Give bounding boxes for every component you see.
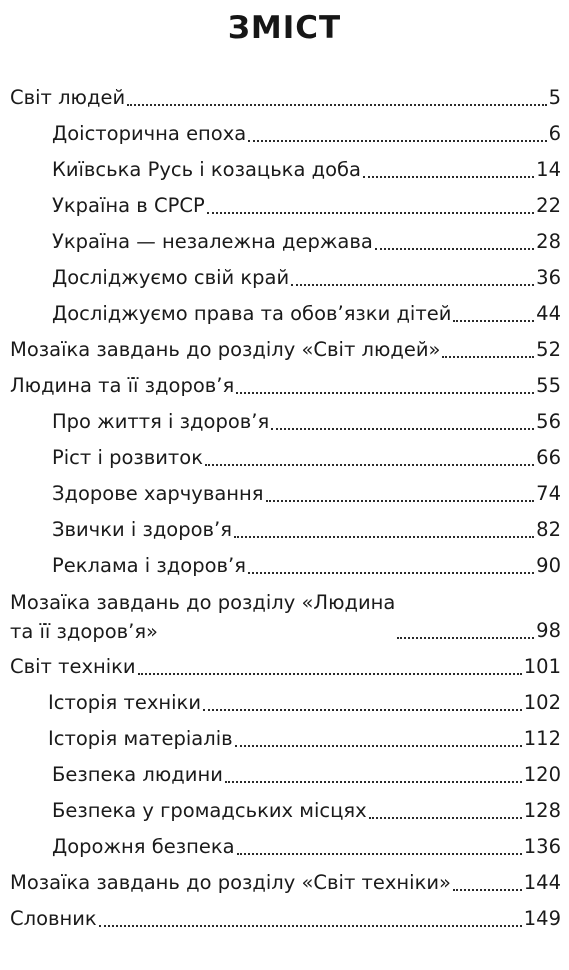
toc-entry-title: Звички і здоров’я [52, 518, 232, 541]
toc-entry[interactable] [0, 721, 569, 757]
dot-leader [99, 924, 522, 927]
toc-entry[interactable] [0, 793, 569, 829]
toc-entry-page: 28 [536, 230, 561, 253]
dot-leader [225, 780, 522, 783]
page-title: ЗМІСТ [227, 10, 342, 46]
dot-leader [375, 247, 534, 250]
dot-leader [234, 535, 534, 538]
toc-entry[interactable] [0, 80, 569, 116]
toc-entry-title: Безпека людини [52, 763, 223, 786]
toc-entry[interactable] [0, 368, 569, 404]
toc-entry[interactable] [0, 224, 569, 260]
dot-leader [266, 499, 535, 502]
toc-entry[interactable] [0, 188, 569, 224]
toc-entry-page: 56 [536, 410, 561, 433]
toc-entry-title: Ріст і розвиток [52, 446, 203, 469]
toc-entry-page: 5 [548, 86, 561, 109]
dot-leader [442, 355, 534, 358]
dot-leader [271, 427, 534, 430]
dot-leader [138, 672, 522, 675]
toc-entry-page: 14 [536, 158, 561, 181]
toc-entry-page: 22 [536, 194, 561, 217]
toc-entry-title: Людина та її здоров’я [10, 374, 235, 397]
toc-entry[interactable] [0, 685, 569, 721]
toc-entry-title [10, 588, 395, 649]
toc-entry-title: Реклама і здоров’я [52, 554, 246, 577]
dot-leader [236, 391, 534, 394]
toc-entry[interactable] [0, 512, 569, 548]
toc-entry[interactable] [0, 404, 569, 440]
dot-leader [207, 211, 534, 214]
toc-entry[interactable] [0, 901, 569, 937]
toc-entry-title: Київська Русь і козацька доба [52, 158, 362, 181]
toc-entry-title: Історія матеріалів [48, 727, 233, 750]
dot-leader [369, 816, 522, 819]
dot-leader [248, 571, 534, 574]
toc-entry-title: Світ техніки [10, 655, 136, 678]
toc-entry-title: Світ людей [10, 86, 126, 109]
toc-entry-page: 102 [523, 691, 561, 714]
toc-entry-title: Про життя і здоров’я [52, 410, 270, 433]
toc-entry-page: 36 [536, 266, 561, 289]
dot-leader [235, 744, 522, 747]
dot-leader [237, 852, 522, 855]
toc-entry-title: Історія техніки [48, 691, 202, 714]
toc-entry-page: 144 [523, 871, 561, 894]
dot-leader [397, 636, 534, 639]
toc-entry[interactable] [0, 476, 569, 512]
toc-entry-title: Україна в СРСР [52, 194, 205, 217]
toc-entry-title: Досліджуємо свій край [52, 266, 290, 289]
dot-leader [205, 463, 534, 466]
toc-entry-title: Доісторична епоха [52, 122, 247, 145]
toc-entry[interactable] [0, 865, 569, 901]
toc-entry[interactable] [0, 260, 569, 296]
toc-entry-page: 112 [523, 727, 561, 750]
toc-entry-page: 149 [523, 907, 561, 930]
toc-entry-title: Здорове харчування [52, 482, 264, 505]
toc-entry[interactable] [0, 584, 569, 649]
dot-leader [453, 888, 522, 891]
toc-entry-page: 98 [536, 619, 561, 642]
dot-leader [291, 283, 534, 286]
toc-entry-title: Мозаїка завдань до розділу «Світ техніки» [10, 871, 451, 894]
dot-leader [363, 175, 534, 178]
toc-entry-page: 44 [536, 302, 561, 325]
toc-entry-page: 55 [536, 374, 561, 397]
toc-entry-page: 82 [536, 518, 561, 541]
toc-entry-page: 120 [523, 763, 561, 786]
toc-entry[interactable] [0, 116, 569, 152]
dot-leader [203, 708, 522, 711]
table-of-contents [0, 80, 569, 937]
toc-entry-page: 66 [536, 446, 561, 469]
toc-entry-page: 136 [523, 835, 561, 858]
toc-entry-title: Досліджуємо права та обов’язки дітей [52, 302, 452, 325]
toc-entry-title: Мозаїка завдань до розділу «Світ людей» [10, 338, 441, 361]
toc-entry-page: 128 [523, 799, 561, 822]
dot-leader [248, 139, 546, 142]
toc-entry-page: 74 [536, 482, 561, 505]
toc-entry-title-line: Мозаїка завдань до розділу «Людина [10, 591, 396, 614]
toc-entry-title: Дорожня безпека [52, 835, 235, 858]
toc-entry[interactable] [0, 548, 569, 584]
toc-entry[interactable] [0, 649, 569, 685]
toc-entry[interactable] [0, 332, 569, 368]
toc-entry[interactable] [0, 296, 569, 332]
toc-entry[interactable] [0, 440, 569, 476]
toc-entry-page: 52 [536, 338, 561, 361]
toc-entry-title-line: та її здоров’я» [10, 620, 158, 643]
toc-entry-page: 6 [548, 122, 561, 145]
toc-entry[interactable] [0, 152, 569, 188]
toc-entry-page: 101 [523, 655, 561, 678]
toc-entry[interactable] [0, 829, 569, 865]
toc-entry-title: Україна — незалежна держава [52, 230, 373, 253]
toc-entry-title: Словник [10, 907, 97, 930]
toc-entry-page: 90 [536, 554, 561, 577]
toc-entry[interactable] [0, 757, 569, 793]
dot-leader [127, 103, 546, 106]
toc-entry-title: Безпека у громадських місцях [52, 799, 367, 822]
dot-leader [453, 319, 534, 322]
